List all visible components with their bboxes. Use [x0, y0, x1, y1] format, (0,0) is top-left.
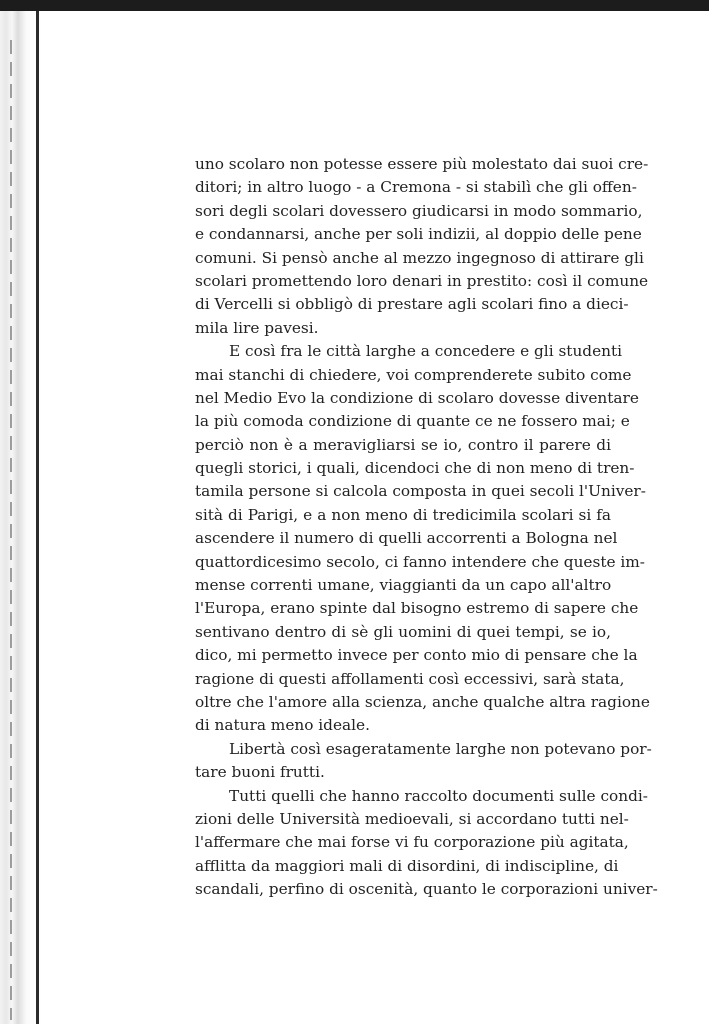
text-line: la più comoda condizione di quante ce ne fossero mai; e	[195, 412, 630, 431]
binding-shadow	[10, 40, 12, 1020]
text-line: E così fra le città larghe a concedere e gli studenti	[229, 342, 623, 361]
text-line: sità di Parigi, e a non meno di tredicimila scolari si fa	[195, 505, 611, 524]
text-line: mai stanchi di chiedere, voi comprenderete subito come	[195, 365, 632, 384]
text-line: tare buoni frutti.	[195, 763, 325, 782]
text-line: tamila persone si calcola composta in quei secoli l'Univer-	[195, 482, 646, 501]
text-line: quegli storici, i quali, dicendoci che di non meno di tren-	[195, 459, 635, 478]
text-line: uno scolaro non potesse essere più molestato dai suoi cre-	[195, 155, 649, 173]
page-body	[195, 153, 658, 902]
text-line: mense correnti umane, viaggianti da un capo all'altro	[195, 576, 612, 595]
text-line: scandali, perfino di oscenità, quanto le corporazioni univer-	[195, 880, 658, 899]
top-scan-edge	[0, 0, 709, 11]
text-line: mila lire pavesi.	[195, 318, 319, 337]
text-line: e condannarsi, anche per soli indizii, al doppio delle pene	[195, 225, 642, 244]
text-line: scolari promettendo loro denari in prestito: così il comune	[195, 271, 649, 290]
text-line: ascendere il numero di quelli accorrenti a Bologna nel	[195, 529, 618, 548]
text-line: perciò non è a meravigliarsi se io, contro il parere di	[195, 435, 611, 454]
text-line: Libertà così esageratamente larghe non potevano por-	[229, 739, 652, 758]
binding-edge	[36, 0, 39, 1024]
text-line: ditori; in altro luogo - a Cremona - si stabilì che gli offen-	[195, 178, 637, 197]
text-line: ragione di questi affollamenti così eccessivi, sarà stata,	[195, 669, 625, 688]
text-line: oltre che l'amore alla scienza, anche qualche altra ragione	[195, 692, 650, 711]
text-line: afflitta da maggiori mali di disordini, di indiscipline, di	[195, 856, 619, 875]
text-line: di Vercelli si obbligò di prestare agli scolari fino a dieci-	[195, 295, 629, 314]
text-line: zioni delle Università medioevali, si accordano tutti nel-	[195, 809, 629, 828]
text-line: quattordicesimo secolo, ci fanno intendere che queste im-	[195, 552, 645, 571]
text-line: comuni. Si pensò anche al mezzo ingegnoso di attirare gli	[195, 248, 644, 267]
text-line: nel Medio Evo la condizione di scolaro dovesse diventare	[195, 388, 639, 407]
text-line: dico, mi permetto invece per conto mio di pensare che la	[195, 646, 638, 665]
text-line: sentivano dentro di sè gli uomini di quei tempi, se io,	[195, 622, 611, 641]
text-line: l'Europa, erano spinte dal bisogno estremo di sapere che	[195, 599, 639, 618]
text-line: l'affermare che mai forse vi fu corporazione più agitata,	[195, 833, 629, 852]
text-line: di natura meno ideale.	[195, 716, 370, 735]
text-line: sori degli scolari dovessero giudicarsi in modo sommario,	[195, 201, 643, 220]
text-line: Tutti quelli che hanno raccolto documenti sulle condi-	[229, 786, 648, 805]
